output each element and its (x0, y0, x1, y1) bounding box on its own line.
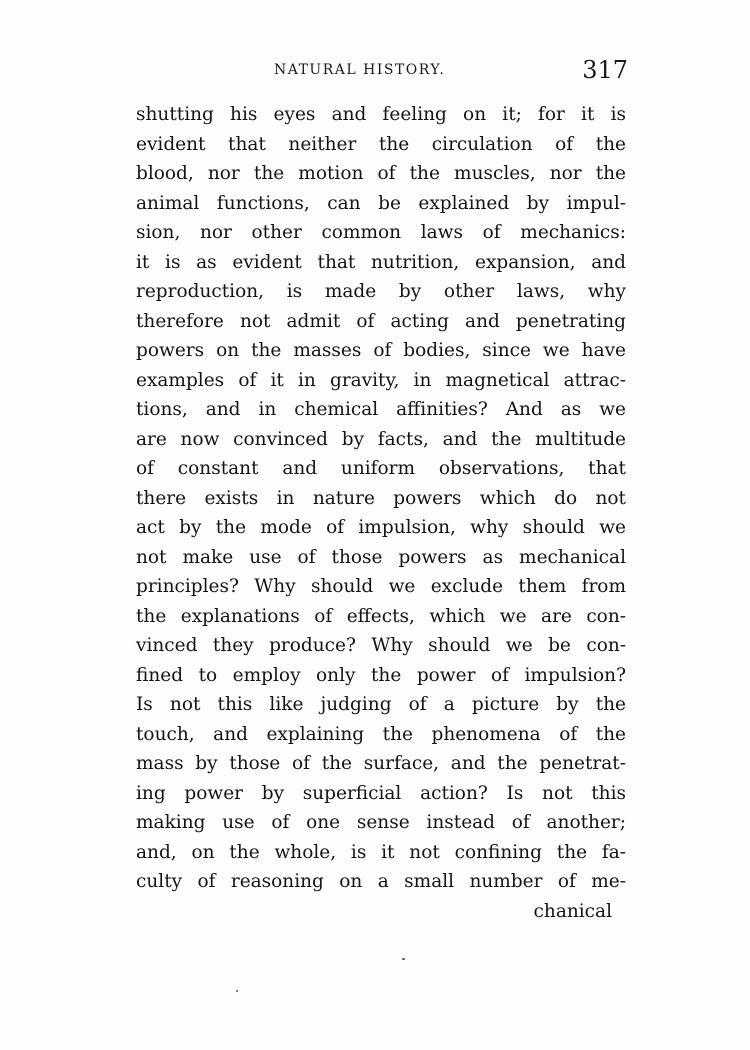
text-line: animal functions, can be explained by impul- (136, 192, 626, 214)
text-line: mass by those of the surface, and the penetrat- (136, 753, 626, 774)
text-line: principles? Why should we exclude them from (136, 576, 626, 597)
text-line: the explanations of effects, which we are con- (136, 605, 626, 627)
text-line: ing power by superficial action? Is not this (136, 782, 626, 804)
text-line: examples of it in gravity, in magnetical attrac- (136, 369, 626, 391)
body-text (136, 100, 626, 926)
text-line: not make use of those powers as mechanical (136, 546, 626, 568)
text-line: sion, nor other common laws of mechanics: (136, 222, 626, 243)
text-line: there exists in nature powers which do not (136, 487, 626, 509)
text-line: tions, and in chemical affinities? And as we (136, 399, 626, 420)
text-line: powers on the masses of bodies, since we have (136, 340, 626, 361)
page-number: 317 (582, 56, 628, 84)
text-line: fined to employ only the power of impulsion? (136, 664, 626, 686)
running-head (136, 56, 628, 86)
running-title: NATURAL HISTORY. (274, 62, 446, 78)
text-line: blood, nor the motion of the muscles, nor the (136, 163, 626, 184)
text-line: touch, and explaining the phenomena of the (136, 723, 626, 745)
text-line: Is not this like judging of a picture by the (136, 694, 626, 715)
catchword: chanical (533, 900, 612, 922)
text-line: are now convinced by facts, and the multitude (136, 428, 626, 450)
text-line: therefore not admit of acting and penetrating (136, 310, 626, 332)
text-line: of constant and uniform observations, that (136, 458, 626, 479)
text-line: reproduction, is made by other laws, why (136, 281, 626, 302)
paper-speck (236, 990, 238, 992)
paper-speck (402, 958, 405, 960)
text-line: act by the mode of impulsion, why should we (136, 517, 626, 538)
text-line: shutting his eyes and feeling on it; for it is (136, 104, 626, 125)
text-line: vinced they produce? Why should we be con- (136, 635, 626, 656)
text-line: and, on the whole, is it not confining the fa- (136, 841, 626, 863)
text-line: making use of one sense instead of another; (136, 812, 626, 833)
text-line: culty of reasoning on a small number of me- (136, 871, 626, 892)
text-line: evident that neither the circulation of the (136, 133, 626, 155)
text-line: it is as evident that nutrition, expansion, and (136, 251, 626, 273)
